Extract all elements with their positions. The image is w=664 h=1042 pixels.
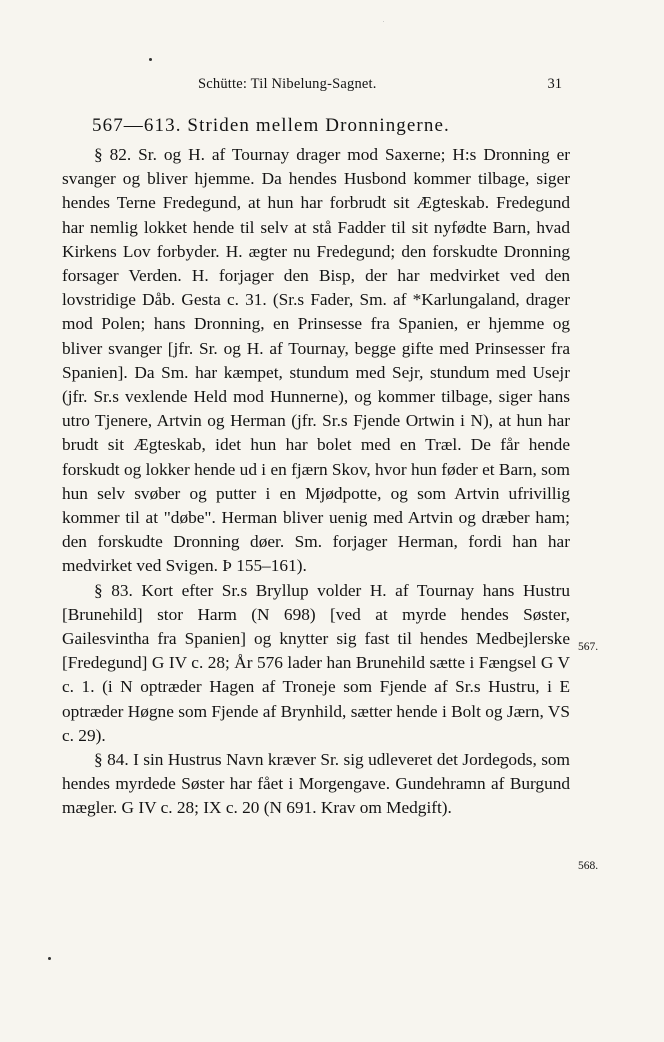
print-speck (149, 58, 152, 61)
margin-note-567: 567. (578, 641, 599, 653)
section-heading: 567—613. Striden mellem Dronningerne. (92, 115, 450, 136)
print-speck (383, 21, 384, 22)
paragraph-83: § 83. Kort efter Sr.s Bryllup volder H. af Tournay hans Hustru [Brunehild] stor Harm (N 698) [ved at myrde hendes Søster, Gailesvintha fra Spanien] og knytter sig fast til hendes Medbejlerske [Fredegund] G IV c. 28; År 576 lader han Brunehild sætte i Fængsel G V c. 1. (i N optræder Hagen af Troneje som Fjende af Sr.s Hustru, i E optræder Høgne som Fjende af Brynhild, sætter hende i Bolt og Jærn, VS c. 29). (62, 580, 570, 745)
running-head (0, 76, 664, 100)
paragraph-84: § 84. I sin Hustrus Navn kræver Sr. sig udleveret det Jordegods, som hendes myrdede Søster har fået i Morgengave. Gundehramn af Burgund mægler. G IV c. 28; IX c. 20 (N 691. Krav om Medgift). (62, 750, 570, 818)
print-speck (48, 957, 51, 960)
page-number: 31 (547, 76, 562, 92)
paragraph-82: § 82. Sr. og H. af Tournay drager mod Saxerne; H:s Dronning er svanger og bliver hjemme. Da hendes Husbond kommer tilbage, siger hendes Terne Fredegund, at hun har forbrudt sit Ægteskab. Fredegund har nemlig lokket hende til selv at stå Fadder til sit nyfødte Barn, hvad Kirkens Lov forbyder. H. ægter nu Fredegund; den forskudte Dronning forsager Verden. H. forjager den Bisp, der har medvirket ved den lovstridige Dåb. Gesta c. 31. (Sr.s Fader, Sm. af *Karlungaland, drager mod Polen; hans Dronning, en Prinsesse fra Spanien, er hjemme og bliver svanger [jfr. Sr. og H. af Tournay, begge gifte med Prinsesser fra Spanien]. Da Sm. har kæmpet, stundum med Sejr, stundum med Usejr (jfr. Sr.s vexlende Held mod Hunnerne), og kommer tilbage, siger hans utro Tjenere, Artvin og Herman (jfr. Sr.s Fjende Ortwin i N), at hun har brudt sit Ægteskab, idet hun har bolet med en Træl. De får hende forskudt og lokker hende ud i en fjærn Skov, hvor hun føder et Barn, som hun selv svøber og putter i en Mjødpotte, og som Artvin ufrivillig kommer til at "døbe". Herman bliver uenig med Artvin og dræber ham; den forskudte Dronning døer. Sm. forjager Herman, fordi han har medvirket ved Svigen. Þ 155–161). (62, 145, 570, 576)
body-text (62, 143, 570, 821)
margin-note-568: 568. (578, 860, 599, 872)
running-head-title: Schütte: Til Nibelung-Sagnet. (198, 76, 377, 92)
